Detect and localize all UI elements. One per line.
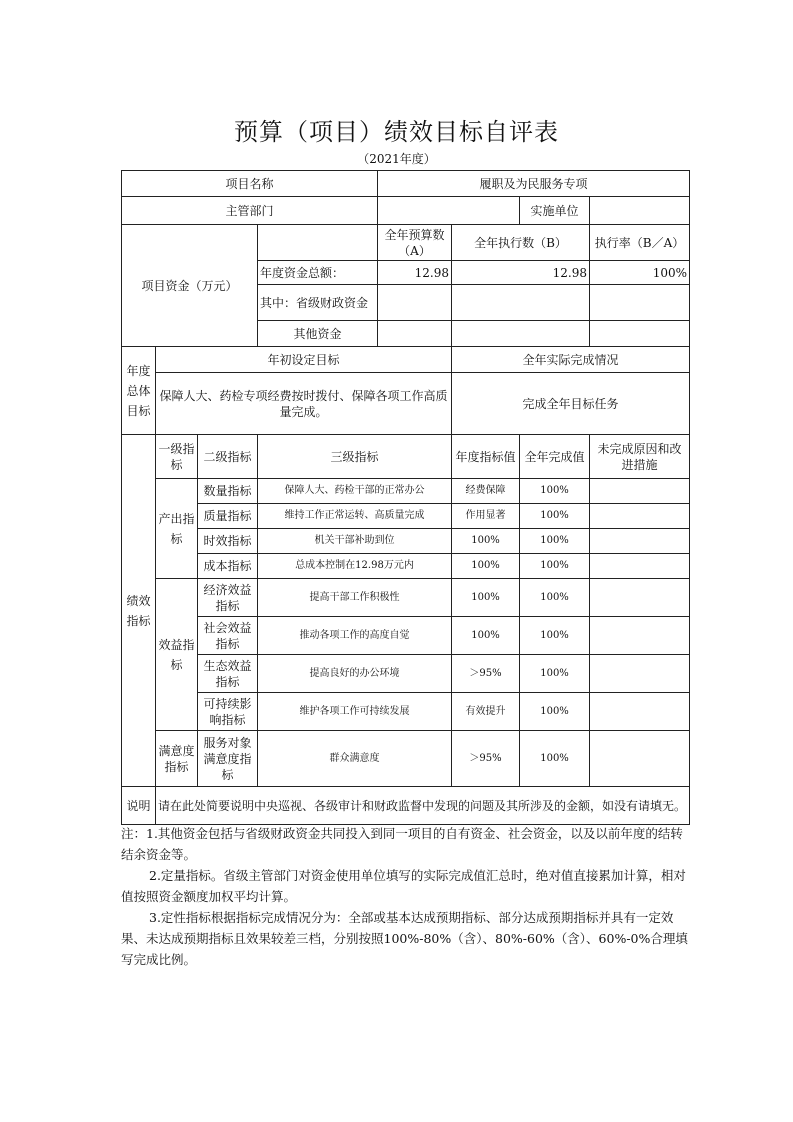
- level3-cell: 群众满意度: [258, 731, 452, 787]
- actual-cell: 100%: [520, 731, 590, 787]
- level2-cell: 经济效益指标: [198, 579, 258, 617]
- level2-cell: 可持续影响指标: [198, 693, 258, 731]
- actual-cell: 100%: [520, 617, 590, 655]
- funds-label: 项目资金（万元）: [122, 225, 258, 347]
- target-cell: ＞95%: [452, 655, 520, 693]
- level2-cell: 服务对象满意度指标: [198, 731, 258, 787]
- actual-cell: 100%: [520, 693, 590, 731]
- level3-cell: 推动各项工作的高度自觉: [258, 617, 452, 655]
- col-rate-header: 执行率（B／A）: [590, 225, 690, 261]
- group-label-benefit: 效益指标: [156, 579, 198, 731]
- target-header: 年度指标值: [452, 435, 520, 479]
- impl-label: 实施单位: [520, 197, 590, 225]
- funds-exec-value: [452, 321, 590, 347]
- dept-label: 主管部门: [122, 197, 378, 225]
- funds-budget-value: 12.98: [378, 261, 452, 285]
- target-cell: 作用显著: [452, 504, 520, 529]
- reason-cell: [590, 693, 690, 731]
- notes: [121, 823, 691, 970]
- target-cell: 经费保障: [452, 479, 520, 504]
- funds-row-label: 年度资金总额：: [258, 261, 378, 285]
- report-year: （2021年度）: [357, 152, 436, 166]
- annual-goal-side-label: 年度总体目标: [122, 347, 156, 435]
- target-cell: 有效提升: [452, 693, 520, 731]
- project-name-value: 履职及为民服务专项: [378, 171, 690, 197]
- funds-rate-value: [590, 321, 690, 347]
- level2-cell: 成本指标: [198, 554, 258, 579]
- remark-label: 说明: [122, 787, 156, 825]
- funds-exec-value: 12.98: [452, 261, 590, 285]
- group-label-satisfaction: 满意度指标: [156, 731, 198, 787]
- funds-exec-value: [452, 285, 590, 321]
- funds-budget-value: [378, 285, 452, 321]
- reason-header: 未完成原因和改进措施: [590, 435, 690, 479]
- reason-cell: [590, 579, 690, 617]
- level3-cell: 机关干部补助到位: [258, 529, 452, 554]
- actual-cell: 100%: [520, 504, 590, 529]
- funds-rate-value: 100%: [590, 261, 690, 285]
- funds-row-label: 其中：省级财政资金: [258, 285, 378, 321]
- level3-cell: 维护各项工作可持续发展: [258, 693, 452, 731]
- target-cell: 100%: [452, 529, 520, 554]
- funds-budget-value: [378, 321, 452, 347]
- level2-header: 二级指标: [198, 435, 258, 479]
- level3-cell: 提高良好的办公环境: [258, 655, 452, 693]
- actual-cell: 100%: [520, 479, 590, 504]
- reason-cell: [590, 554, 690, 579]
- target-cell: ＞95%: [452, 731, 520, 787]
- level2-cell: 数量指标: [198, 479, 258, 504]
- note-item: 注：1.其他资金包括与省级财政资金共同投入到同一项目的自有资金、社会资金，以及以前年度的结转结余资金等。: [121, 826, 683, 862]
- group-label-output: 产出指标: [156, 479, 198, 579]
- remark-text: 请在此处简要说明中央巡视、各级审计和财政监督中发现的问题及其所涉及的金额，如没有请填无。: [156, 787, 690, 825]
- goal-actual-value: 完成全年目标任务: [452, 373, 690, 435]
- actual-cell: 100%: [520, 579, 590, 617]
- note-item: 2.定量指标。省级主管部门对资金使用单位填写的实际完成值汇总时，绝对值直接累加计算，相对值按照资金额度加权平均计算。: [121, 868, 686, 904]
- reason-cell: [590, 529, 690, 554]
- funds-row-label: 其他资金: [258, 321, 378, 347]
- level3-header: 三级指标: [258, 435, 452, 479]
- performance-table: [121, 170, 690, 825]
- dept-value: [378, 197, 520, 225]
- level3-cell: 总成本控制在12.98万元内: [258, 554, 452, 579]
- indicators-side-label: 绩效指标: [122, 435, 156, 787]
- col-exec-header: 全年执行数（B）: [452, 225, 590, 261]
- col-budget-header: 全年预算数（A）: [378, 225, 452, 261]
- actual-cell: 100%: [520, 554, 590, 579]
- level2-cell: 生态效益指标: [198, 655, 258, 693]
- level3-cell: 保障人大、药检干部的正常办公: [258, 479, 452, 504]
- actual-header: 全年完成值: [520, 435, 590, 479]
- funds-rate-value: [590, 285, 690, 321]
- reason-cell: [590, 617, 690, 655]
- project-name-label: 项目名称: [122, 171, 378, 197]
- goal-set-value: 保障人大、药检专项经费按时拨付、保障各项工作高质量完成。: [156, 373, 452, 435]
- actual-cell: 100%: [520, 529, 590, 554]
- actual-cell: 100%: [520, 655, 590, 693]
- page-title: 预算（项目）绩效目标自评表: [234, 118, 559, 146]
- target-cell: 100%: [452, 554, 520, 579]
- reason-cell: [590, 504, 690, 529]
- target-cell: 100%: [452, 579, 520, 617]
- level2-cell: 社会效益指标: [198, 617, 258, 655]
- level3-cell: 提高干部工作积极性: [258, 579, 452, 617]
- impl-value: [590, 197, 690, 225]
- level2-cell: 质量指标: [198, 504, 258, 529]
- level1-header: 一级指标: [156, 435, 198, 479]
- reason-cell: [590, 479, 690, 504]
- funds-header-blank: [258, 225, 378, 261]
- reason-cell: [590, 655, 690, 693]
- note-item: 3.定性指标根据指标完成情况分为：全部或基本达成预期指标、部分达成预期指标并具有一定效果、未达成预期指标且效果较差三档，分别按照100%-80%（含）、80%-60%（含）、60%-0%合理填写完成比例。: [121, 910, 688, 967]
- goal-set-header: 年初设定目标: [156, 347, 452, 373]
- level2-cell: 时效指标: [198, 529, 258, 554]
- target-cell: 100%: [452, 617, 520, 655]
- reason-cell: [590, 731, 690, 787]
- goal-actual-header: 全年实际完成情况: [452, 347, 690, 373]
- level3-cell: 维持工作正常运转、高质量完成: [258, 504, 452, 529]
